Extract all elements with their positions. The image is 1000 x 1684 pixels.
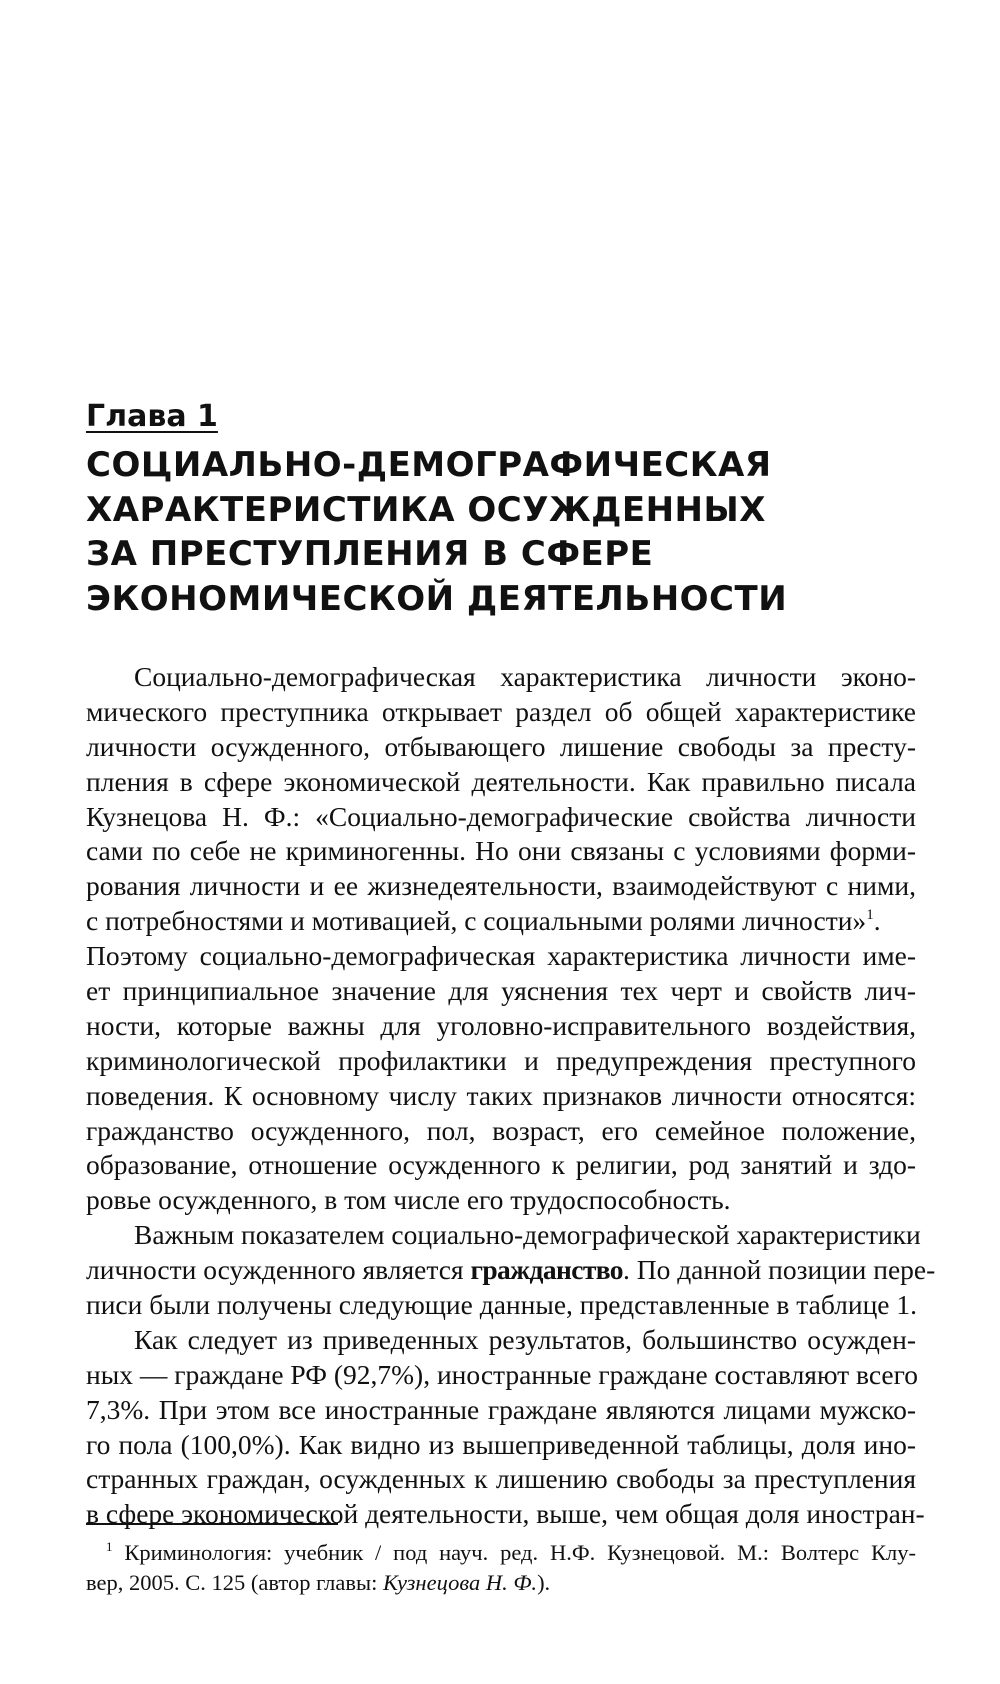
text-line: Поэтому социально-демографическая характеристика личности име- bbox=[86, 940, 916, 972]
text-line: ных — граждане РФ (92,7%), иностранные граждане составляют всего bbox=[86, 1358, 918, 1390]
chapter-label: Глава 1 bbox=[86, 399, 218, 434]
text-line: странных граждан, осужденных к лишению свободы за преступления bbox=[86, 1463, 916, 1495]
body-text bbox=[86, 660, 936, 1532]
text-line-content: с потребностями и мотивацией, с социальными ролями личности» bbox=[86, 905, 867, 937]
text-line: ности, которые важны для уголовно-исправительного воздействия, bbox=[86, 1009, 916, 1041]
footnote-reference[interactable]: 1 bbox=[866, 907, 874, 924]
text-line: гражданство осужденного, пол, возраст, его семейное положение, bbox=[86, 1114, 916, 1146]
footnote bbox=[86, 1538, 916, 1598]
text-line: писи были получены следующие данные, представленные в таблице 1. bbox=[86, 1289, 917, 1321]
footnote-text: вер, 2005. С. 125 (автор главы: bbox=[86, 1570, 383, 1595]
text-line: Как следует из приведенных результатов, большинство осужден- bbox=[134, 1323, 916, 1355]
footnote-text: Криминология: учебник / под науч. ред. Н.Ф. Кузнецовой. М.: Волтерс Клу- bbox=[124, 1540, 916, 1565]
text-line-content: личности осужденного является bbox=[86, 1254, 471, 1286]
text-line: Социально-демографическая характеристика личности эконо- bbox=[134, 661, 916, 692]
text-line: мического преступника открывает раздел об общей характеристике bbox=[86, 695, 916, 727]
text-line: пления в сфере экономической деятельности. Как правильно писала bbox=[86, 765, 916, 797]
chapter-title bbox=[86, 443, 787, 621]
footnote-divider bbox=[86, 1523, 338, 1525]
text-line-content: . По данной позиции пере- bbox=[622, 1254, 936, 1286]
text-line: в сфере экономической деятельности, выше, чем общая доля иностран- bbox=[86, 1498, 925, 1530]
text-line: рования личности и ее жизнедеятельности, взаимодействуют с ними, bbox=[86, 870, 916, 902]
bold-term: гражданство bbox=[470, 1254, 623, 1286]
text-line: поведения. К основному числу таких признаков личности относятся: bbox=[86, 1079, 916, 1111]
text-line: ет принципиальное значение для уяснения тех черт и свойств лич- bbox=[86, 975, 916, 1007]
chapter-title-line: ХАРАКТЕРИСТИКА ОСУЖДЕННЫХ bbox=[86, 489, 766, 530]
footnote-author: Кузнецова Н. Ф. bbox=[382, 1570, 538, 1595]
sentence-period: . bbox=[873, 905, 881, 937]
chapter-title-line: ЗА ПРЕСТУПЛЕНИЯ В СФЕРЕ bbox=[86, 534, 654, 574]
text-line bbox=[86, 904, 916, 939]
text-line: личности осужденного, отбывающего лишение свободы за престу- bbox=[86, 730, 916, 762]
text-line: Важным показателем социально-демографической характеристики bbox=[134, 1219, 921, 1251]
chapter-title-line: ЭКОНОМИЧЕСКОЙ ДЕЯТЕЛЬНОСТИ bbox=[86, 578, 788, 619]
footnote-text: ). bbox=[537, 1570, 551, 1595]
text-line: ровье осужденного, в том числе его трудоспособность. bbox=[86, 1184, 731, 1216]
footnote-line bbox=[86, 1568, 916, 1598]
text-line bbox=[86, 1253, 936, 1288]
chapter-title-line: СОЦИАЛЬНО-ДЕМОГРАФИЧЕСКАЯ bbox=[86, 445, 772, 485]
text-line: образование, отношение осужденного к религии, род занятий и здо- bbox=[86, 1149, 916, 1181]
text-line: криминологической профилактики и предупреждения преступного bbox=[86, 1044, 916, 1076]
text-line: сами по себе не криминогенны. Но они связаны с условиями форми- bbox=[86, 835, 916, 867]
text-line: Кузнецова Н. Ф.: «Социально-демографические свойства личности bbox=[86, 800, 916, 832]
footnote-number: 1 bbox=[106, 1539, 113, 1554]
footnote-line bbox=[86, 1538, 916, 1568]
text-line: 7,3%. При этом все иностранные граждане являются лицами мужско- bbox=[86, 1393, 916, 1425]
text-line: го пола (100,0%). Как видно из вышеприведенной таблицы, доля ино- bbox=[86, 1428, 916, 1460]
